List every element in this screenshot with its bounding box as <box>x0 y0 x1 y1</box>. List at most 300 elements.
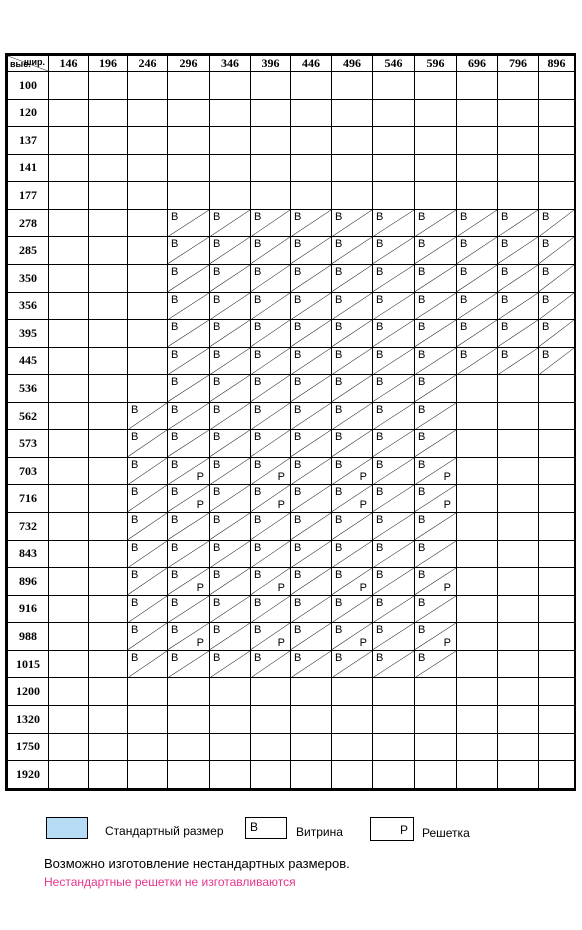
size-cell-standard <box>49 402 89 430</box>
size-cell-empty <box>49 264 89 292</box>
size-cell-empty <box>498 375 539 403</box>
size-cell-empty <box>539 72 575 100</box>
size-cell-standard <box>415 127 457 155</box>
showcase-letter: В <box>542 321 550 334</box>
size-cell-empty <box>498 513 539 541</box>
size-cell-empty <box>539 705 575 733</box>
size-cell-standard <box>251 182 291 210</box>
size-cell-empty <box>539 678 575 706</box>
size-cell-showcase <box>291 237 332 265</box>
size-cell-showcase <box>291 485 332 513</box>
size-cell-showcase <box>291 540 332 568</box>
size-cell-standard <box>291 127 332 155</box>
showcase-letter: В <box>171 238 179 251</box>
table-row <box>8 540 575 568</box>
height-header: 445 <box>8 347 49 375</box>
size-cell-standard <box>49 623 89 651</box>
showcase-letter: В <box>131 431 139 444</box>
size-cell-showcase <box>128 513 168 541</box>
showcase-letter: В <box>335 210 343 223</box>
showcase-letter: В <box>376 238 384 251</box>
size-cell-empty <box>49 347 89 375</box>
width-header: 346 <box>210 56 251 72</box>
showcase-letter: В <box>542 265 550 278</box>
size-cell-empty <box>539 595 575 623</box>
showcase-letter: В <box>501 321 509 334</box>
size-cell-empty <box>128 154 168 182</box>
width-header: 896 <box>539 56 575 72</box>
size-cell-standard <box>128 733 168 761</box>
size-cell-standard <box>49 430 89 458</box>
size-cell-showcase <box>457 209 498 237</box>
showcase-letter: В <box>418 431 426 444</box>
size-cell-showcase <box>415 320 457 348</box>
showcase-letter: В <box>254 486 262 499</box>
legend-grille-letter: Р <box>399 823 408 837</box>
showcase-letter: В <box>171 596 179 609</box>
size-cell-standard <box>89 513 128 541</box>
size-cell-showcase <box>373 540 415 568</box>
size-cell-empty <box>89 237 128 265</box>
size-cell-showcase-grille <box>415 623 457 651</box>
size-cell-standard <box>373 154 415 182</box>
size-cell-showcase <box>251 595 291 623</box>
size-cell-showcase-grille <box>415 568 457 596</box>
size-cell-empty <box>498 595 539 623</box>
size-cell-showcase <box>291 650 332 678</box>
size-cell-empty <box>168 72 210 100</box>
size-cell-showcase <box>373 485 415 513</box>
size-cell-empty <box>49 761 89 789</box>
size-cell-standard <box>251 761 291 789</box>
corner-height-label: выс. <box>10 59 31 69</box>
table-row <box>8 650 575 678</box>
size-cell-standard <box>168 761 210 789</box>
size-cell-showcase <box>498 320 539 348</box>
height-header: 843 <box>8 540 49 568</box>
grille-letter: Р <box>443 499 451 511</box>
showcase-letter: В <box>213 486 221 499</box>
size-cell-standard <box>457 127 498 155</box>
size-cell-showcase <box>168 540 210 568</box>
size-cell-showcase-grille <box>332 623 373 651</box>
size-cell-empty <box>498 761 539 789</box>
size-cell-standard <box>168 182 210 210</box>
size-cell-showcase-grille <box>332 568 373 596</box>
size-cell-standard <box>89 430 128 458</box>
size-cell-empty <box>498 72 539 100</box>
corner-width-label: шир. <box>23 57 45 67</box>
size-cell-showcase <box>128 457 168 485</box>
showcase-letter: В <box>254 541 262 554</box>
showcase-letter: В <box>171 569 179 582</box>
size-cell-showcase <box>251 237 291 265</box>
size-cell-showcase <box>251 430 291 458</box>
size-cell-standard <box>128 761 168 789</box>
size-cell-standard <box>89 568 128 596</box>
showcase-letter: В <box>213 376 221 389</box>
size-cell-empty <box>128 375 168 403</box>
size-cell-showcase <box>168 375 210 403</box>
size-cell-showcase <box>168 513 210 541</box>
legend-grille-label: Решетка <box>422 826 470 840</box>
size-cell-standard <box>251 705 291 733</box>
width-header: 296 <box>168 56 210 72</box>
showcase-letter: В <box>335 458 343 471</box>
showcase-letter: В <box>294 238 302 251</box>
size-cell-empty <box>498 485 539 513</box>
grille-letter: Р <box>277 471 285 484</box>
size-cell-showcase-grille <box>251 485 291 513</box>
showcase-letter: В <box>418 514 426 526</box>
size-cell-empty <box>539 99 575 127</box>
size-cell-showcase <box>128 650 168 678</box>
showcase-letter: В <box>460 321 468 334</box>
size-cell-empty <box>539 540 575 568</box>
showcase-letter: В <box>376 486 384 499</box>
size-cell-standard <box>210 127 251 155</box>
size-cell-showcase <box>373 209 415 237</box>
table-row <box>8 595 575 623</box>
size-cell-showcase <box>373 375 415 403</box>
showcase-letter: В <box>294 486 302 499</box>
size-cell-empty <box>89 347 128 375</box>
size-cell-empty <box>49 292 89 320</box>
size-cell-showcase-grille <box>415 457 457 485</box>
size-cell-showcase <box>373 320 415 348</box>
size-cell-standard <box>291 182 332 210</box>
size-cell-empty <box>373 72 415 100</box>
size-cell-empty <box>128 182 168 210</box>
size-cell-showcase <box>415 347 457 375</box>
height-header: 562 <box>8 402 49 430</box>
table-row <box>8 623 575 651</box>
size-cell-standard <box>373 127 415 155</box>
size-cell-showcase <box>251 320 291 348</box>
size-cell-showcase <box>373 430 415 458</box>
size-cell-standard <box>498 182 539 210</box>
size-cell-empty <box>89 72 128 100</box>
size-cell-showcase <box>373 347 415 375</box>
size-cell-standard <box>89 595 128 623</box>
size-cell-showcase <box>251 375 291 403</box>
size-cell-empty <box>498 733 539 761</box>
size-cell-empty <box>539 733 575 761</box>
showcase-letter: В <box>171 486 179 499</box>
size-cell-standard <box>89 457 128 485</box>
showcase-letter: В <box>294 624 302 637</box>
size-cell-standard <box>457 154 498 182</box>
showcase-letter: В <box>254 596 262 609</box>
height-header: 395 <box>8 320 49 348</box>
showcase-letter: В <box>131 403 139 416</box>
size-cell-showcase <box>332 347 373 375</box>
size-cell-standard <box>373 733 415 761</box>
size-cell-empty <box>128 72 168 100</box>
showcase-letter: В <box>335 651 343 664</box>
size-cell-standard <box>49 513 89 541</box>
table-row <box>8 72 575 100</box>
size-cell-empty <box>128 99 168 127</box>
showcase-letter: В <box>501 293 509 306</box>
showcase-letter: В <box>131 486 139 499</box>
table-row <box>8 375 575 403</box>
size-cell-standard <box>210 154 251 182</box>
showcase-letter: В <box>294 210 302 223</box>
size-cell-empty <box>89 375 128 403</box>
showcase-letter: В <box>213 541 221 554</box>
showcase-letter: В <box>213 210 221 223</box>
size-cell-empty <box>128 320 168 348</box>
size-cell-showcase <box>415 595 457 623</box>
showcase-letter: В <box>418 293 426 306</box>
size-cell-empty <box>49 99 89 127</box>
showcase-letter: В <box>171 403 179 416</box>
size-cell-empty <box>128 264 168 292</box>
showcase-letter: В <box>335 403 343 416</box>
size-cell-showcase <box>457 320 498 348</box>
size-cell-standard <box>168 733 210 761</box>
width-header: 196 <box>89 56 128 72</box>
size-cell-empty <box>89 154 128 182</box>
size-cell-standard <box>332 733 373 761</box>
showcase-letter: В <box>254 210 262 223</box>
size-cell-showcase-grille <box>332 457 373 485</box>
showcase-letter: В <box>254 624 262 637</box>
showcase-letter: В <box>335 293 343 306</box>
size-cell-showcase <box>168 430 210 458</box>
height-header: 177 <box>8 182 49 210</box>
showcase-letter: В <box>335 321 343 334</box>
size-cell-showcase <box>128 568 168 596</box>
height-header: 1200 <box>8 678 49 706</box>
width-header: 146 <box>49 56 89 72</box>
table-row <box>8 264 575 292</box>
size-cell-empty <box>89 650 128 678</box>
size-cell-empty <box>89 320 128 348</box>
table-row <box>8 430 575 458</box>
size-cell-showcase-grille <box>168 457 210 485</box>
size-cell-showcase <box>332 513 373 541</box>
size-cell-showcase <box>291 457 332 485</box>
size-cell-standard <box>332 154 373 182</box>
size-cell-empty <box>457 540 498 568</box>
size-cell-standard <box>210 705 251 733</box>
showcase-letter: В <box>460 293 468 306</box>
size-cell-standard <box>539 182 575 210</box>
showcase-letter: В <box>294 348 302 361</box>
showcase-letter: В <box>335 348 343 361</box>
showcase-letter: В <box>213 238 221 251</box>
height-header: 1015 <box>8 650 49 678</box>
size-cell-showcase <box>251 540 291 568</box>
legend-standard-swatch <box>46 817 88 839</box>
table-row <box>8 705 575 733</box>
size-cell-showcase <box>168 347 210 375</box>
size-cell-showcase <box>373 513 415 541</box>
showcase-letter: В <box>418 651 426 664</box>
size-cell-showcase <box>415 402 457 430</box>
size-cell-standard <box>539 154 575 182</box>
size-cell-showcase <box>291 568 332 596</box>
size-cell-empty <box>373 99 415 127</box>
showcase-letter: В <box>294 458 302 471</box>
height-header: 278 <box>8 209 49 237</box>
size-cell-showcase <box>291 623 332 651</box>
size-cell-empty <box>457 650 498 678</box>
size-cell-showcase <box>168 292 210 320</box>
size-cell-showcase <box>210 650 251 678</box>
showcase-letter: В <box>335 486 343 499</box>
size-cell-showcase-grille <box>251 623 291 651</box>
size-cell-empty <box>89 292 128 320</box>
size-cell-standard <box>415 99 457 127</box>
size-cell-empty <box>251 72 291 100</box>
size-cell-standard <box>373 678 415 706</box>
size-cell-standard <box>168 154 210 182</box>
showcase-letter: В <box>131 569 139 582</box>
table-row <box>8 513 575 541</box>
size-cell-empty <box>457 72 498 100</box>
showcase-letter: В <box>171 293 179 306</box>
size-cell-showcase <box>457 264 498 292</box>
showcase-letter: В <box>254 321 262 334</box>
size-cell-empty <box>49 127 89 155</box>
size-cell-showcase <box>415 540 457 568</box>
size-cell-standard <box>415 154 457 182</box>
width-header: 596 <box>415 56 457 72</box>
size-cell-showcase <box>291 347 332 375</box>
showcase-letter: В <box>335 514 343 526</box>
size-cell-showcase <box>128 485 168 513</box>
size-cell-standard <box>332 761 373 789</box>
height-header: 100 <box>8 72 49 100</box>
size-cell-showcase <box>539 292 575 320</box>
size-cell-showcase <box>498 209 539 237</box>
size-cell-showcase <box>539 347 575 375</box>
size-cell-showcase <box>168 650 210 678</box>
showcase-letter: В <box>542 238 550 251</box>
size-cell-empty <box>49 320 89 348</box>
table-body <box>8 72 575 789</box>
size-cell-standard <box>49 595 89 623</box>
size-cell-showcase <box>128 623 168 651</box>
size-cell-showcase <box>373 292 415 320</box>
size-cell-showcase <box>210 513 251 541</box>
showcase-letter: В <box>213 348 221 361</box>
size-cell-standard <box>168 127 210 155</box>
showcase-letter: В <box>376 431 384 444</box>
width-header: 246 <box>128 56 168 72</box>
table-row <box>8 485 575 513</box>
size-cell-empty <box>457 595 498 623</box>
size-cell-standard <box>332 705 373 733</box>
showcase-letter: В <box>131 514 139 526</box>
size-cell-standard <box>168 678 210 706</box>
table-row <box>8 127 575 155</box>
size-cell-empty <box>89 733 128 761</box>
size-cell-standard <box>498 154 539 182</box>
custom-grilles-warning: Нестандартные решетки не изготавливаются <box>44 875 296 889</box>
showcase-letter: В <box>376 376 384 389</box>
size-cell-standard <box>291 705 332 733</box>
size-grid <box>5 53 576 791</box>
showcase-letter: В <box>335 569 343 582</box>
table-row <box>8 237 575 265</box>
showcase-letter: В <box>131 651 139 664</box>
showcase-letter: В <box>171 348 179 361</box>
size-cell-showcase <box>251 292 291 320</box>
showcase-letter: В <box>171 651 179 664</box>
size-cell-empty <box>498 705 539 733</box>
height-header: 1920 <box>8 761 49 789</box>
size-cell-showcase <box>128 430 168 458</box>
size-cell-standard <box>89 485 128 513</box>
showcase-letter: В <box>213 458 221 471</box>
showcase-letter: В <box>213 596 221 609</box>
showcase-letter: В <box>171 541 179 554</box>
height-header: 137 <box>8 127 49 155</box>
showcase-letter: В <box>418 569 426 582</box>
showcase-letter: В <box>254 569 262 582</box>
size-cell-empty <box>539 375 575 403</box>
custom-sizes-note: Возможно изготовление нестандартных размеров. <box>44 856 350 871</box>
size-cell-showcase <box>168 320 210 348</box>
size-cell-showcase <box>210 540 251 568</box>
size-cell-empty <box>457 733 498 761</box>
width-header: 446 <box>291 56 332 72</box>
size-cell-standard <box>251 733 291 761</box>
size-cell-empty <box>332 72 373 100</box>
size-cell-empty <box>49 72 89 100</box>
showcase-letter: В <box>294 431 302 444</box>
showcase-letter: В <box>418 265 426 278</box>
size-cell-empty <box>49 375 89 403</box>
showcase-letter: В <box>294 403 302 416</box>
size-cell-showcase <box>539 264 575 292</box>
size-cell-showcase <box>539 320 575 348</box>
showcase-letter: В <box>418 596 426 609</box>
showcase-letter: В <box>418 210 426 223</box>
size-cell-empty <box>89 264 128 292</box>
size-cell-empty <box>457 678 498 706</box>
size-cell-showcase <box>332 209 373 237</box>
size-cell-showcase <box>373 595 415 623</box>
size-cell-showcase-grille <box>332 485 373 513</box>
table-row <box>8 154 575 182</box>
size-cell-empty <box>498 650 539 678</box>
size-cell-empty <box>539 623 575 651</box>
height-header: 356 <box>8 292 49 320</box>
size-cell-empty <box>498 430 539 458</box>
size-cell-showcase <box>332 320 373 348</box>
size-cell-showcase <box>210 430 251 458</box>
size-cell-showcase <box>210 292 251 320</box>
size-cell-showcase <box>291 513 332 541</box>
showcase-letter: В <box>171 624 179 637</box>
size-cell-showcase <box>210 485 251 513</box>
size-cell-empty <box>539 485 575 513</box>
size-cell-showcase <box>251 402 291 430</box>
height-header: 350 <box>8 264 49 292</box>
showcase-letter: В <box>294 541 302 554</box>
size-cell-showcase <box>332 264 373 292</box>
showcase-letter: В <box>171 321 179 334</box>
size-cell-showcase-grille <box>251 457 291 485</box>
showcase-letter: В <box>171 458 179 471</box>
grille-letter: Р <box>443 636 451 649</box>
size-cell-showcase-grille <box>168 623 210 651</box>
